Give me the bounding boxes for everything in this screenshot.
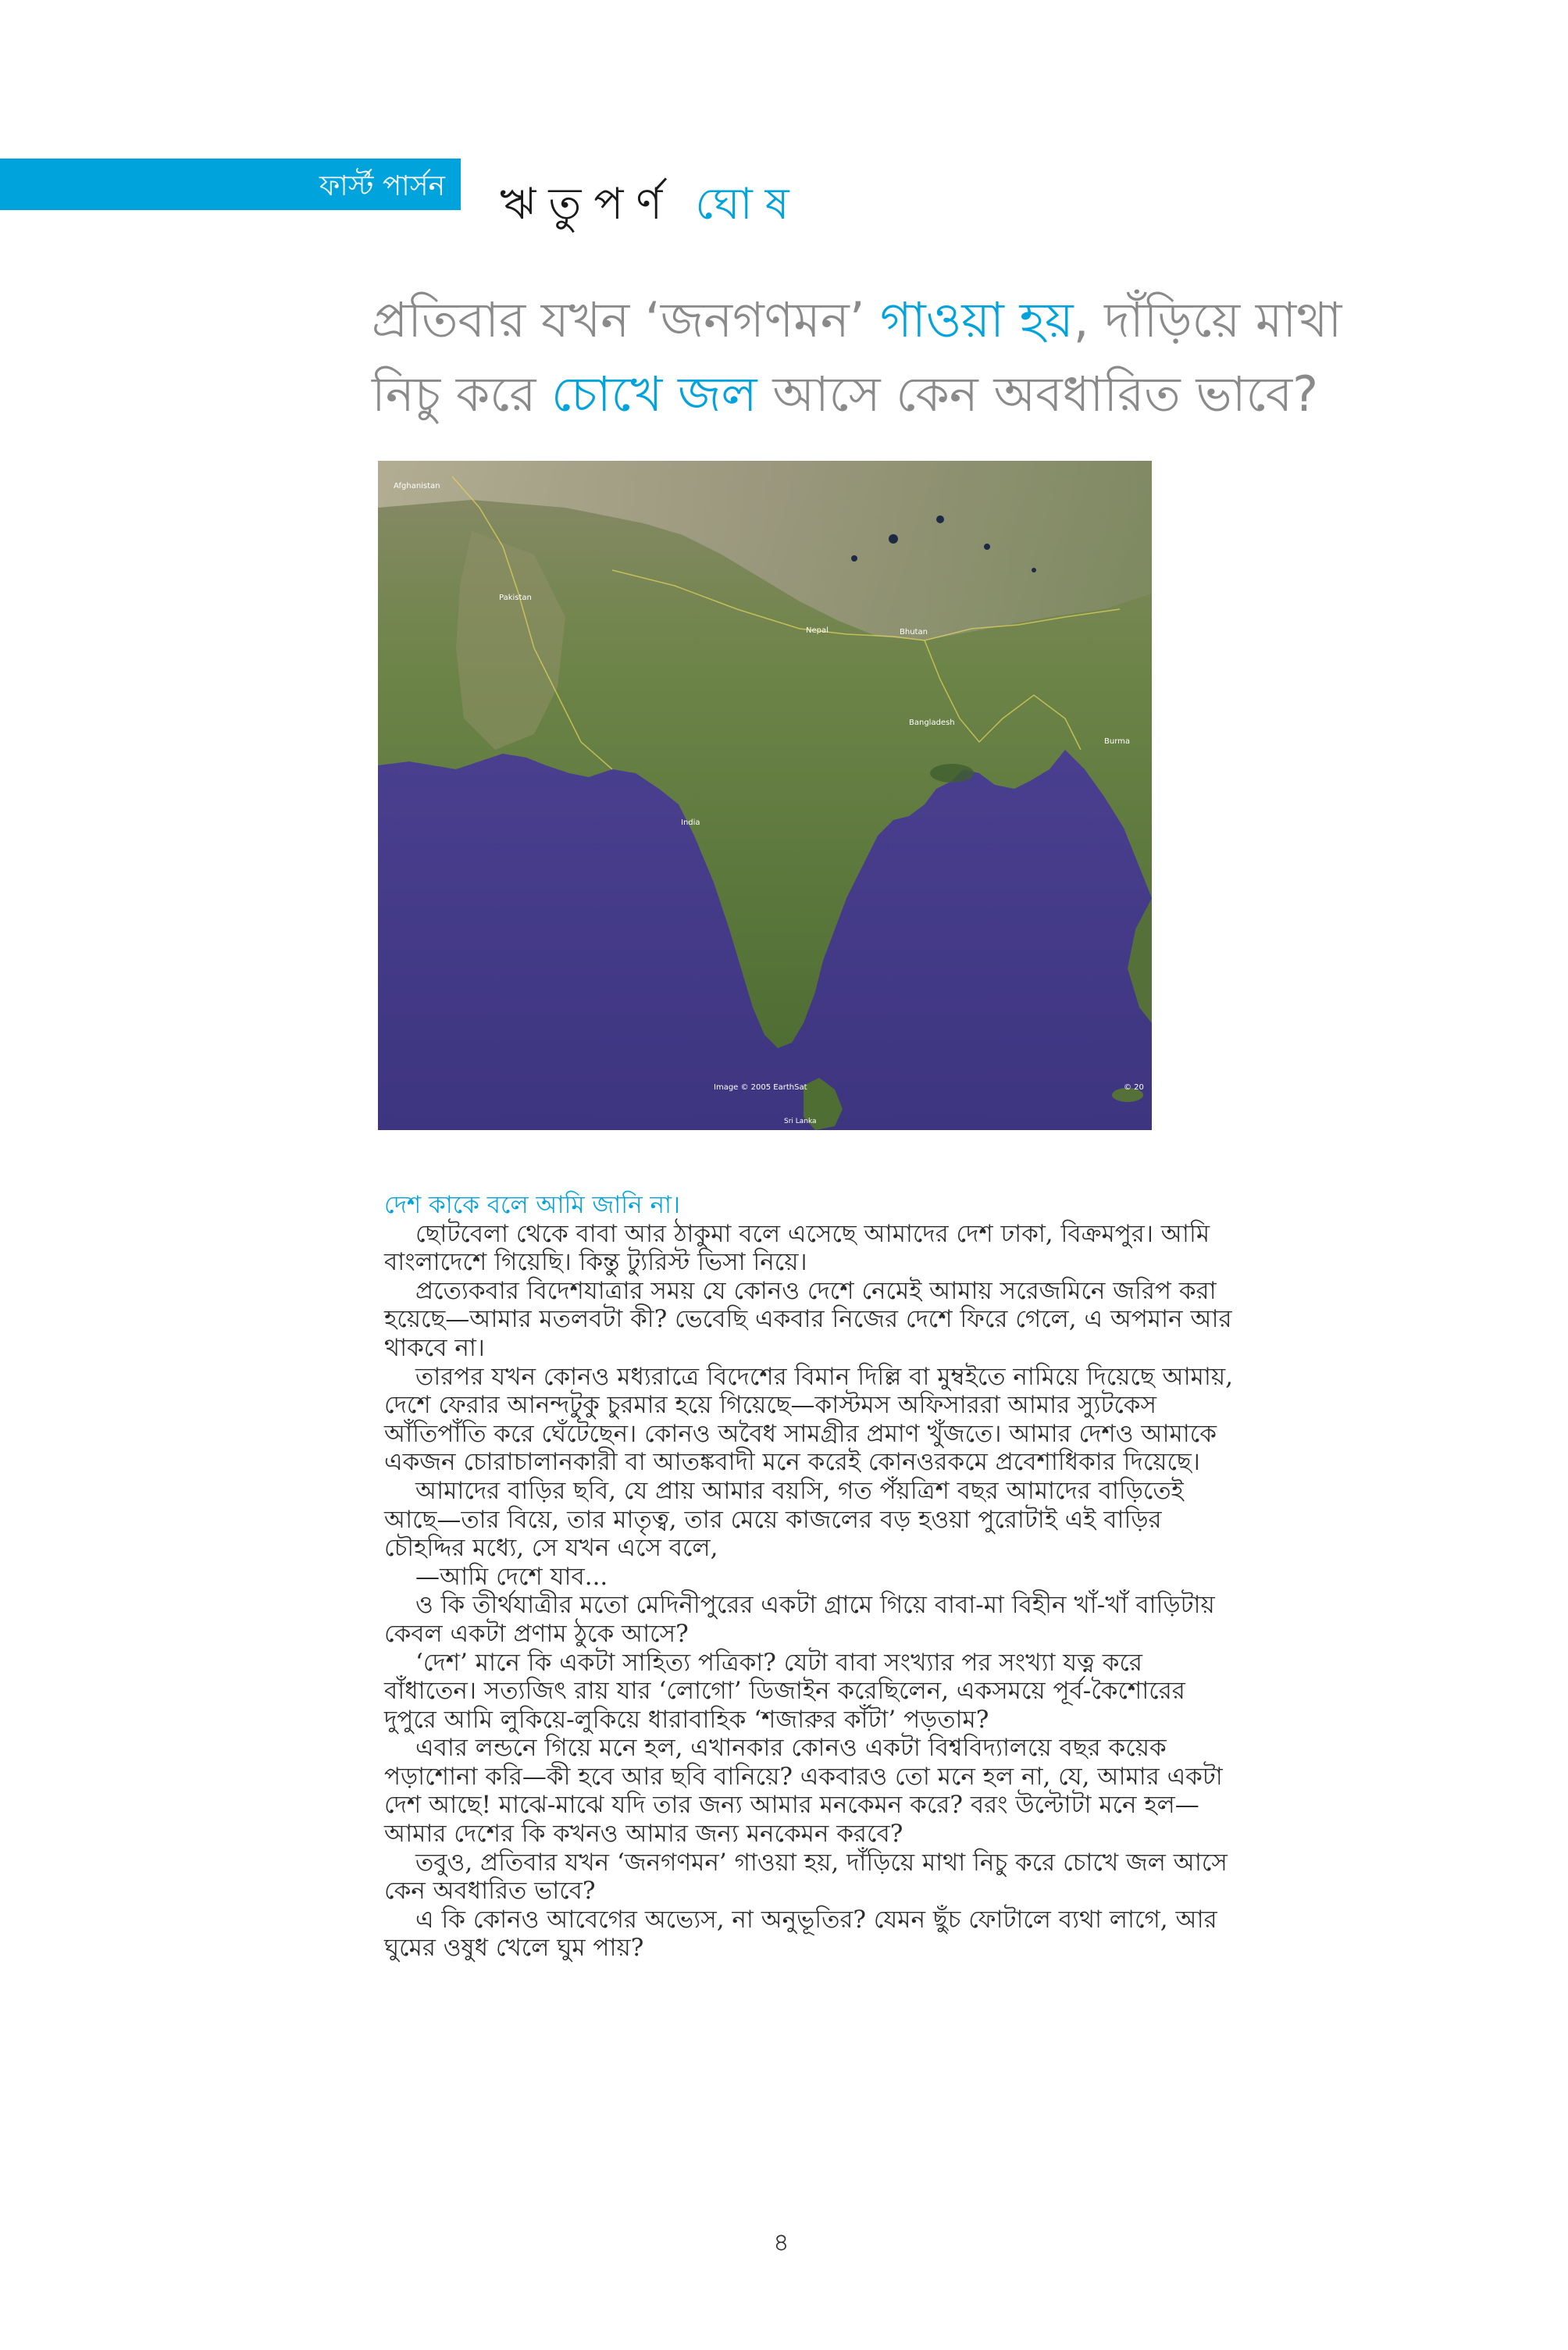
headline-highlight-1: গাওয়া হয় xyxy=(880,291,1074,348)
satellite-map-image xyxy=(378,461,1152,1130)
article-paragraph: এ কি কোনও আবেগের অভ্যেস, না অনুভূতির? যেমন ছুঁচ ফোটালে ব্যথা লাগে, আর ঘুমের ওষুধ খেলে ঘুম পায়? xyxy=(384,1905,1217,1963)
section-band xyxy=(0,159,461,210)
article-paragraph: তারপর যখন কোনও মধ্যরাত্রে বিদেশের বিমান দিল্লি বা মুম্বইতে নামিয়ে দিয়েছে আমায়, দেশে ফেরার আনন্দটুকু চুরমার হয়ে গিয়েছে—কাস্টমস অফিসাররা আমার স্যুটকেস আঁতিপাঁতি করে ঘেঁটেছেন। কোনও অবৈধ সামগ্রীর প্রমাণ খুঁজতে। আমার দেশও আমাকে একজন চোরাচালানকারী বা আতঙ্কবাদী মনে করেই কোনওরকমে প্রবেশাধিকার দিয়েছে। xyxy=(384,1362,1233,1477)
map-label-nepal: Nepal xyxy=(806,626,829,635)
article-paragraph: তবুও, প্রতিবার যখন ‘জনগণমন’ গাওয়া হয়, দাঁড়িয়ে মাথা নিচু করে চোখে জল আসে কেন অবধারিত ভাবে? xyxy=(384,1848,1228,1906)
map-image-credit: Image © 2005 EarthSat xyxy=(714,1083,807,1092)
author-first-name: ঋতুপর্ণ xyxy=(500,179,675,230)
article-lead: দেশ কাকে বলে আমি জানি না। xyxy=(384,1191,681,1219)
river-delta xyxy=(930,764,974,783)
section-label: ফার্স্ট পার্সন xyxy=(319,170,445,202)
headline-part1: প্রতিবার যখন ‘জনগণমন’ xyxy=(372,291,881,348)
article-paragraph: —আমি দেশে যাব... xyxy=(415,1562,608,1591)
article-paragraph: আমাদের বাড়ির ছবি, যে প্রায় আমার বয়সি, গত পঁয়ত্রিশ বছর আমাদের বাড়িতেই আছে—তার বিয়ে, তার মাতৃত্ব, তার মেয়ে কাজলের বড় হওয়া পুরোটাই এই বাড়ির চৌহদ্দির মধ্যে, সে যখন এসে বলে, xyxy=(384,1476,1184,1563)
lake xyxy=(851,555,857,562)
article-paragraph: ‘দেশ’ মানে কি একটা সাহিত্য পত্রিকা? যেটা বাবা সংখ্যার পর সংখ্যা যত্ন করে বাঁধাতেন। সত্যজিৎ রায় যার ‘লোগো’ ডিজাইন করেছিলেন, একসময়ে পূর্ব-কৈশোরের দুপুরে আমি লুকিয়ে-লুকিয়ে ধারাবাহিক ‘শজারুর কাঁটা’ পড়তাম? xyxy=(384,1648,1185,1734)
headline-highlight-2: চোখে জল xyxy=(551,366,757,423)
map-label-pakistan: Pakistan xyxy=(499,594,532,602)
article-paragraph: ও কি তীর্থযাত্রীর মতো মেদিনীপুরের একটা গ্রামে গিয়ে বাবা-মা বিহীন খাঁ-খাঁ বাড়িটায় কেবল একটা প্রণাম ঠুকে আসে? xyxy=(384,1591,1215,1648)
article-body xyxy=(384,1191,1239,1963)
headline xyxy=(372,283,1387,431)
lake xyxy=(984,544,990,550)
map-label-sri-lanka: Sri Lanka xyxy=(784,1118,817,1125)
article-paragraph: প্রত্যেকবার বিদেশযাত্রার সময় যে কোনও দেশে নেমেই আমায় সরেজমিনে জরিপ করা হয়েছে—আমার মতলবটা কী? ভেবেছি একবার নিজের দেশে ফিরে গেলে, এ অপমান আর থাকবে না। xyxy=(384,1276,1232,1362)
page-number: ৪ xyxy=(773,2227,789,2257)
lake xyxy=(1032,568,1036,572)
article-paragraph: এবার লন্ডনে গিয়ে মনে হল, এখানকার কোনও একটা বিশ্ববিদ্যালয়ে বছর কয়েক পড়াশোনা করি—কী হবে আর ছবি বানিয়ে? একবারও তো মনে হল না, যে, আমার একটা দেশ আছে! মাঝে-মাঝে যদি তার জন্য আমার মনকেমন করে? বরং উল্টোটা মনে হল—আমার দেশের কি কখনও আমার জন্য মনকেমন করবে? xyxy=(384,1734,1223,1849)
article-paragraph: ছোটবেলা থেকে বাবা আর ঠাকুমা বলে এসেছে আমাদের দেশ ঢাকা, বিক্রমপুর। আমি বাংলাদেশে গিয়েছি। কিন্তু ট্যুরিস্ট ভিসা নিয়ে। xyxy=(384,1219,1210,1277)
map-label-burma: Burma xyxy=(1104,737,1131,746)
map-corner-credit: © 20 xyxy=(1124,1083,1144,1092)
map-label-bhutan: Bhutan xyxy=(900,628,928,637)
lake xyxy=(936,515,944,523)
author-name xyxy=(500,170,802,244)
map-label-india: India xyxy=(681,818,700,827)
headline-part2: , দাঁড়িয়ে মাথা নিচু করে xyxy=(372,291,1342,423)
lake xyxy=(889,534,898,544)
headline-part3: আসে কেন অবধারিত ভাবে? xyxy=(757,366,1318,423)
map-label-bangladesh: Bangladesh xyxy=(909,719,955,727)
map-label-afghanistan: Afghanistan xyxy=(394,482,440,490)
author-last-name: ঘোষ xyxy=(695,179,802,230)
